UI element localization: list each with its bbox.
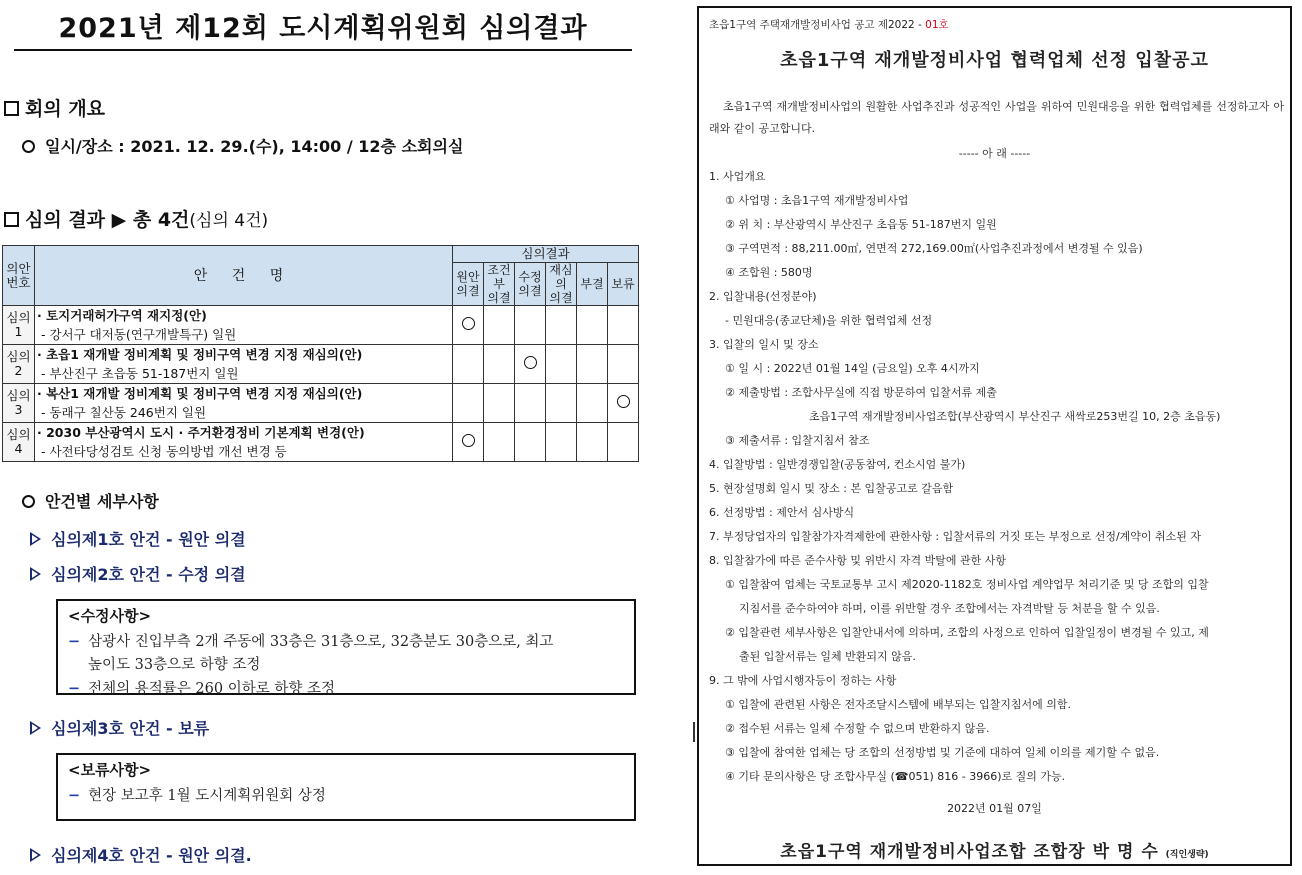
notice-line: ② 입찰관련 세부사항은 입찰안내서에 의하며, 조합의 사정으로 인하여 입찰일정이 변경될 수 있고, 제 <box>725 626 1209 639</box>
triangle-bullet-icon <box>30 848 41 862</box>
notice-line: ② 제출방법 : 조합사무실에 직접 방문하여 입찰서류 제출 <box>725 386 997 399</box>
result-cell <box>608 345 639 384</box>
notice-line: 초읍1구역 재개발정비사업조합(부산광역시 부산진구 새싹로253번길 10, 2층 초읍동) <box>809 410 1221 423</box>
item-3-heading <box>30 716 209 739</box>
row-title: · 복산1 재개발 정비계획 및 정비구역 변경 지정 재심의(안) <box>37 386 363 401</box>
result-cell <box>577 306 608 345</box>
notice-line: - 민원대응(종교단체)을 위한 협력업체 선정 <box>725 314 933 327</box>
result-cell <box>546 345 577 384</box>
details-heading <box>22 489 159 512</box>
result-cell <box>608 384 639 423</box>
notice-line: 3. 입찰의 일시 및 장소 <box>709 338 819 351</box>
notice-title: 초읍1구역 재개발정비사업 협력업체 선정 입찰공고 <box>780 50 1209 71</box>
checkbox-square-icon <box>4 101 19 116</box>
row-subtitle: - 부산진구 초읍동 51-187번지 일원 <box>41 366 239 381</box>
result-cell <box>515 306 546 345</box>
revision-line-2-text: 전체의 용적률은 260 이하로 하향 조정 <box>88 681 335 697</box>
notice-line: ① 일 시 : 2022년 01월 14일 (금요일) 오후 4시까지 <box>725 362 980 375</box>
results-heading <box>4 205 268 232</box>
result-cell <box>484 345 515 384</box>
result-cell <box>453 384 484 423</box>
notice-line: ① 사업명 : 초읍1구역 재개발정비사업 <box>725 194 909 207</box>
row-number: 심의 4 <box>3 423 35 462</box>
notice-reference-prefix: 초읍1구역 주택재개발정비사업 공고 제2022 - <box>709 19 926 31</box>
revision-line-2 <box>68 677 624 701</box>
circle-mark-icon <box>617 395 630 408</box>
result-cell <box>453 423 484 462</box>
document-title: 2021년 제12회 도시계획위원회 심의결과 <box>14 6 632 51</box>
revision-box-header: <수정사항> <box>68 607 152 625</box>
result-cell <box>515 423 546 462</box>
triangle-bullet-icon <box>30 567 41 581</box>
details-heading-text: 안건별 세부사항 <box>45 492 159 511</box>
deferral-box-header: <보류사항> <box>68 761 152 779</box>
bid-notice-document <box>697 6 1292 866</box>
notice-line: 지침서를 준수하여야 하며, 이를 위반할 경우 조합에서는 자격박탈 등 처분을 할 수 있음. <box>739 602 1160 615</box>
item-2-label: 심의제2호 안건 - 수정 의결 <box>51 565 246 584</box>
result-cell <box>546 384 577 423</box>
triangle-bullet-icon <box>30 721 41 735</box>
revision-line-1 <box>68 630 624 654</box>
seal-note: (직인생략) <box>1165 850 1209 860</box>
meeting-detail-text: 일시/장소 : 2021. 12. 29.(수), 14:00 / 12층 소회의실 <box>45 137 464 156</box>
result-cell <box>608 306 639 345</box>
notice-line: ① 입찰참여 업체는 국토교통부 고시 제2020-1182호 정비사업 계약업무 처리기준 및 당 조합의 입찰 <box>725 578 1209 591</box>
row-subtitle: - 동래구 칠산동 246번지 일원 <box>41 405 207 420</box>
row-item <box>35 345 453 384</box>
col-header-result-5: 보류 <box>608 263 639 306</box>
notice-line: 8. 입찰참가에 따른 준수사항 및 위반시 자격 박탈에 관한 사항 <box>709 554 1006 567</box>
notice-signature <box>699 837 1290 862</box>
row-item <box>35 384 453 423</box>
deferral-line-1 <box>68 784 624 808</box>
meeting-overview-heading <box>4 94 105 121</box>
result-cell <box>577 345 608 384</box>
revision-line-1-cont: 높이도 33층으로 하향 조정 <box>88 657 261 673</box>
result-cell <box>546 306 577 345</box>
col-header-result-4: 부결 <box>577 263 608 306</box>
notice-line: 2. 입찰내용(선정분야) <box>709 290 817 303</box>
row-title: · 토지거래허가구역 재지정(안) <box>37 308 207 323</box>
deferral-box <box>56 753 636 821</box>
table-row <box>3 345 639 384</box>
results-heading-text: 심의 결과 ▶ 총 4건 <box>25 209 190 231</box>
col-header-result-2: 수정 의결 <box>515 263 546 306</box>
item-1-heading <box>30 527 246 550</box>
col-header-result-1: 조건부 의결 <box>484 263 515 306</box>
row-item <box>35 423 453 462</box>
result-cell <box>608 423 639 462</box>
deferral-line-1-text: 현장 보고후 1월 도시계획위원회 상정 <box>88 788 326 804</box>
col-header-no: 의안 번호 <box>3 246 35 306</box>
item-3-label: 심의제3호 안건 - 보류 <box>51 719 210 738</box>
circle-bullet-icon <box>22 495 35 508</box>
result-cell <box>546 423 577 462</box>
agenda-results-table <box>2 245 639 462</box>
table-row <box>3 423 639 462</box>
notice-line: 출된 입찰서류는 일체 반환되지 않음. <box>739 650 916 663</box>
dash-bullet-icon: − <box>68 680 81 697</box>
notice-line: ③ 제출서류 : 입찰지침서 참조 <box>725 434 870 447</box>
row-subtitle: - 사전타당성검토 신청 동의방법 개선 변경 등 <box>41 444 287 459</box>
result-cell <box>484 423 515 462</box>
result-cell <box>453 306 484 345</box>
result-cell <box>484 306 515 345</box>
row-item <box>35 306 453 345</box>
circle-mark-icon <box>462 317 475 330</box>
circle-mark-icon <box>462 434 475 447</box>
notice-line: 5. 현장설명회 일시 및 장소 : 본 입찰공고로 갈음함 <box>709 482 954 495</box>
circle-bullet-icon <box>22 140 35 153</box>
col-header-result-0: 원안 의결 <box>453 263 484 306</box>
row-subtitle: - 강서구 대저동(연구개발특구) 일원 <box>41 327 237 342</box>
col-header-result-group: 심의결과 <box>453 246 639 263</box>
col-header-result-3: 재심의 의결 <box>546 263 577 306</box>
notice-line: ④ 조합원 : 580명 <box>725 266 813 279</box>
notice-line: ③ 구역면적 : 88,211.00㎡, 연면적 272,169.00㎡(사업추진과정에서 변경될 수 있음) <box>725 242 1143 255</box>
result-cell <box>484 384 515 423</box>
dash-bullet-icon: − <box>68 787 81 804</box>
notice-line: ④ 기타 문의사항은 당 조합사무실 (☎051) 816 - 3966)로 질의 가능. <box>725 770 1066 783</box>
circle-mark-icon <box>524 356 537 369</box>
results-heading-note: (심의 4건) <box>189 211 269 231</box>
notice-line: ② 위 치 : 부산광역시 부산진구 초읍동 51-187번지 일원 <box>725 218 997 231</box>
row-number: 심의 2 <box>3 345 35 384</box>
checkbox-square-icon <box>4 212 19 227</box>
signature-text: 초읍1구역 재개발정비사업조합 조합장 박 명 수 <box>780 842 1159 862</box>
meeting-heading-text: 회의 개요 <box>25 98 106 120</box>
notice-date: 2022년 01월 07일 <box>947 802 1042 815</box>
result-cell <box>515 345 546 384</box>
notice-line: 6. 선정방법 : 제안서 심사방식 <box>709 506 855 519</box>
table-row <box>3 306 639 345</box>
triangle-bullet-icon <box>30 532 41 546</box>
row-title: · 2030 부산광역시 도시 · 주거환경정비 기본계획 변경(안) <box>37 425 365 440</box>
notice-reference-number: 01호 <box>925 19 949 31</box>
result-cell <box>577 384 608 423</box>
notice-reference <box>709 17 949 32</box>
result-cell <box>577 423 608 462</box>
notice-line: 1. 사업개요 <box>709 170 766 183</box>
notice-line: ① 입찰에 관련된 사항은 전자조달시스템에 배부되는 입찰지침서에 의함. <box>725 698 1071 711</box>
result-cell <box>515 384 546 423</box>
revision-line-1-text: 삼광사 진입부측 2개 주동에 33층은 31층으로, 32층분도 30층으로, 최고 <box>88 634 554 650</box>
revision-box <box>56 599 636 695</box>
item-4-heading <box>30 843 252 866</box>
row-title: · 초읍1 재개발 정비계획 및 정비구역 변경 지정 재심의(안) <box>37 347 363 362</box>
col-header-item: 안 건 명 <box>35 246 453 306</box>
notice-line: 4. 입찰방법 : 일반경쟁입찰(공동참여, 컨소시엄 불가) <box>709 458 966 471</box>
item-1-label: 심의제1호 안건 - 원안 의결 <box>51 530 246 549</box>
row-number: 심의 3 <box>3 384 35 423</box>
dash-bullet-icon: − <box>68 633 81 650</box>
notice-intro: 초읍1구역 재개발정비사업의 원활한 사업추진과 성공적인 사업을 위하여 민원대응을 위한 협력업체를 선정하고자 아래와 같이 공고합니다. <box>709 100 1284 135</box>
item-4-label: 심의제4호 안건 - 원안 의결. <box>51 846 252 865</box>
row-number: 심의 1 <box>3 306 35 345</box>
notice-line: 9. 그 밖에 사업시행자등이 정하는 사항 <box>709 674 897 687</box>
notice-line: ② 접수된 서류는 일체 수정할 수 없으며 반환하지 않음. <box>725 722 990 735</box>
result-cell <box>453 345 484 384</box>
notice-below-divider: ----- 아 래 ----- <box>958 147 1031 160</box>
item-2-heading <box>30 562 246 585</box>
meeting-detail <box>22 134 463 157</box>
table-row <box>3 384 639 423</box>
notice-line: 7. 부정당업자의 입찰참가자격제한에 관한사항 : 입찰서류의 거짓 또는 부정으로 선정/계약이 취소된 자 <box>709 530 1202 543</box>
divider-tick <box>693 722 695 742</box>
notice-line: ③ 입찰에 참여한 업체는 당 조합의 선정방법 및 기준에 대하여 일체 이의를 제기할 수 없음. <box>725 746 1160 759</box>
